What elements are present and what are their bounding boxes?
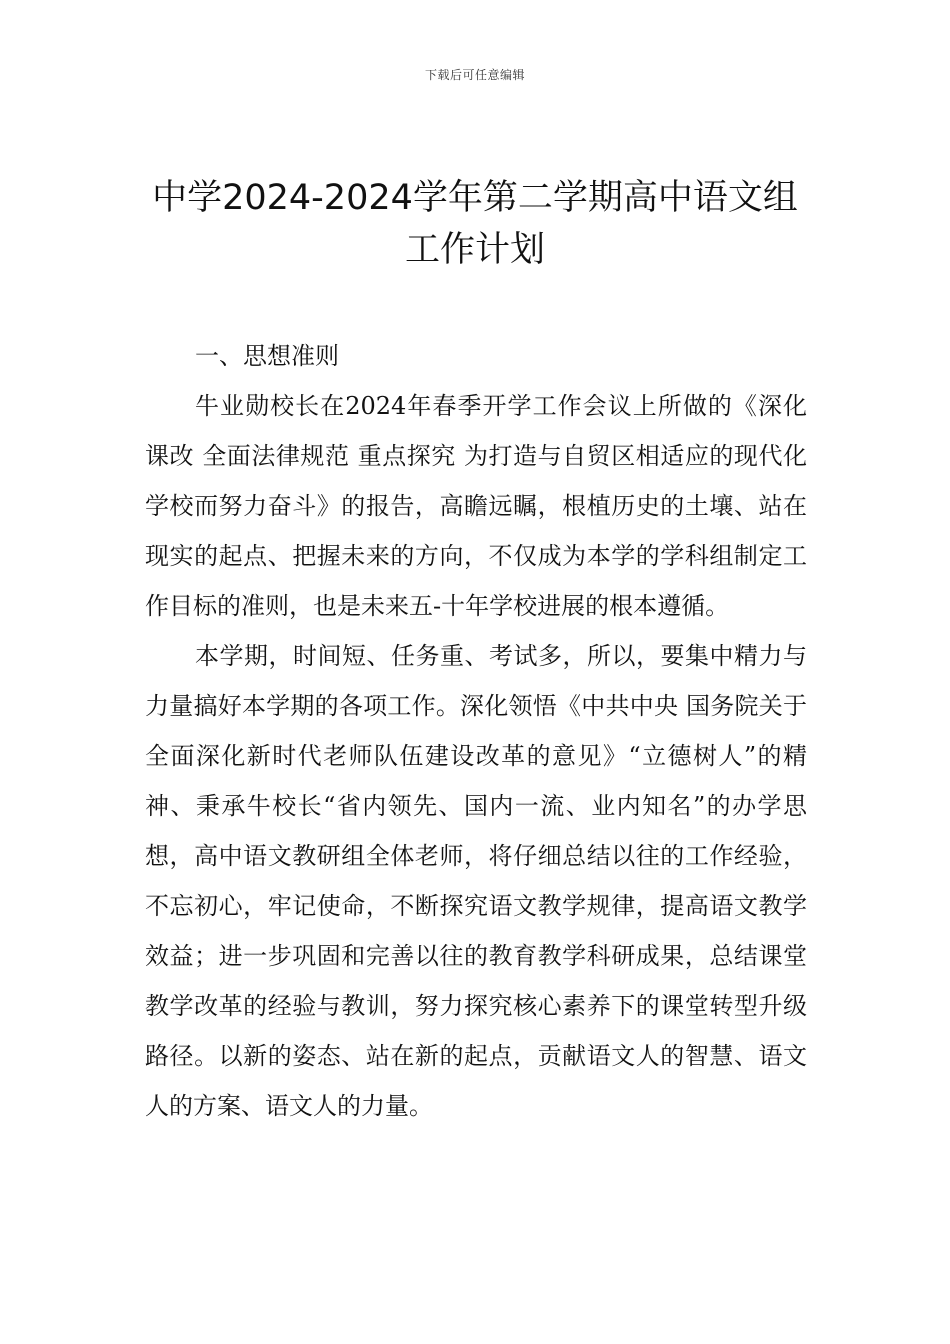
header-note: 下载后可任意编辑 [424,68,525,82]
document-body [145,331,807,1131]
paragraph: 牛业勋校长在2024年春季开学工作会议上所做的《深化课改 全面法律规范 重点探究 为打造与自贸区相适应的现代化学校而努力奋斗》的报告，高瞻远瞩，根植历史的土壤、站在现实的起点、把握未来的方向，不仅成为本学的学科组制定工作目标的准则，也是未来五-十年学校进展的根本遵循。 [145,392,807,620]
title-line-2: 工作计划 [404,230,545,270]
document-title [120,172,830,276]
section-heading: 一、思想准则 [195,342,339,370]
paragraph: 本学期，时间短、任务重、考试多，所以，要集中精力与力量搞好本学期的各项工作。深化领悟《中共中央 国务院关于全面深化新时代老师队伍建设改革的意见》“立德树人”的精神、秉承牛校长“省内领先、国内一流、业内知名”的办学思想，高中语文教研组全体老师，将仔细总结以往的工作经验，不忘初心，牢记使命，不断探究语文教学规律，提高语文教学效益；进一步巩固和完善以往的教育教学科研成果，总结课堂教学改革的经验与教训，努力探究核心素养下的课堂转型升级路径。以新的姿态、站在新的起点，贡献语文人的智慧、语文人的方案、语文人的力量。 [145,642,807,1120]
title-line-1: 中学2024-2024学年第二学期高中语文组 [152,178,798,218]
